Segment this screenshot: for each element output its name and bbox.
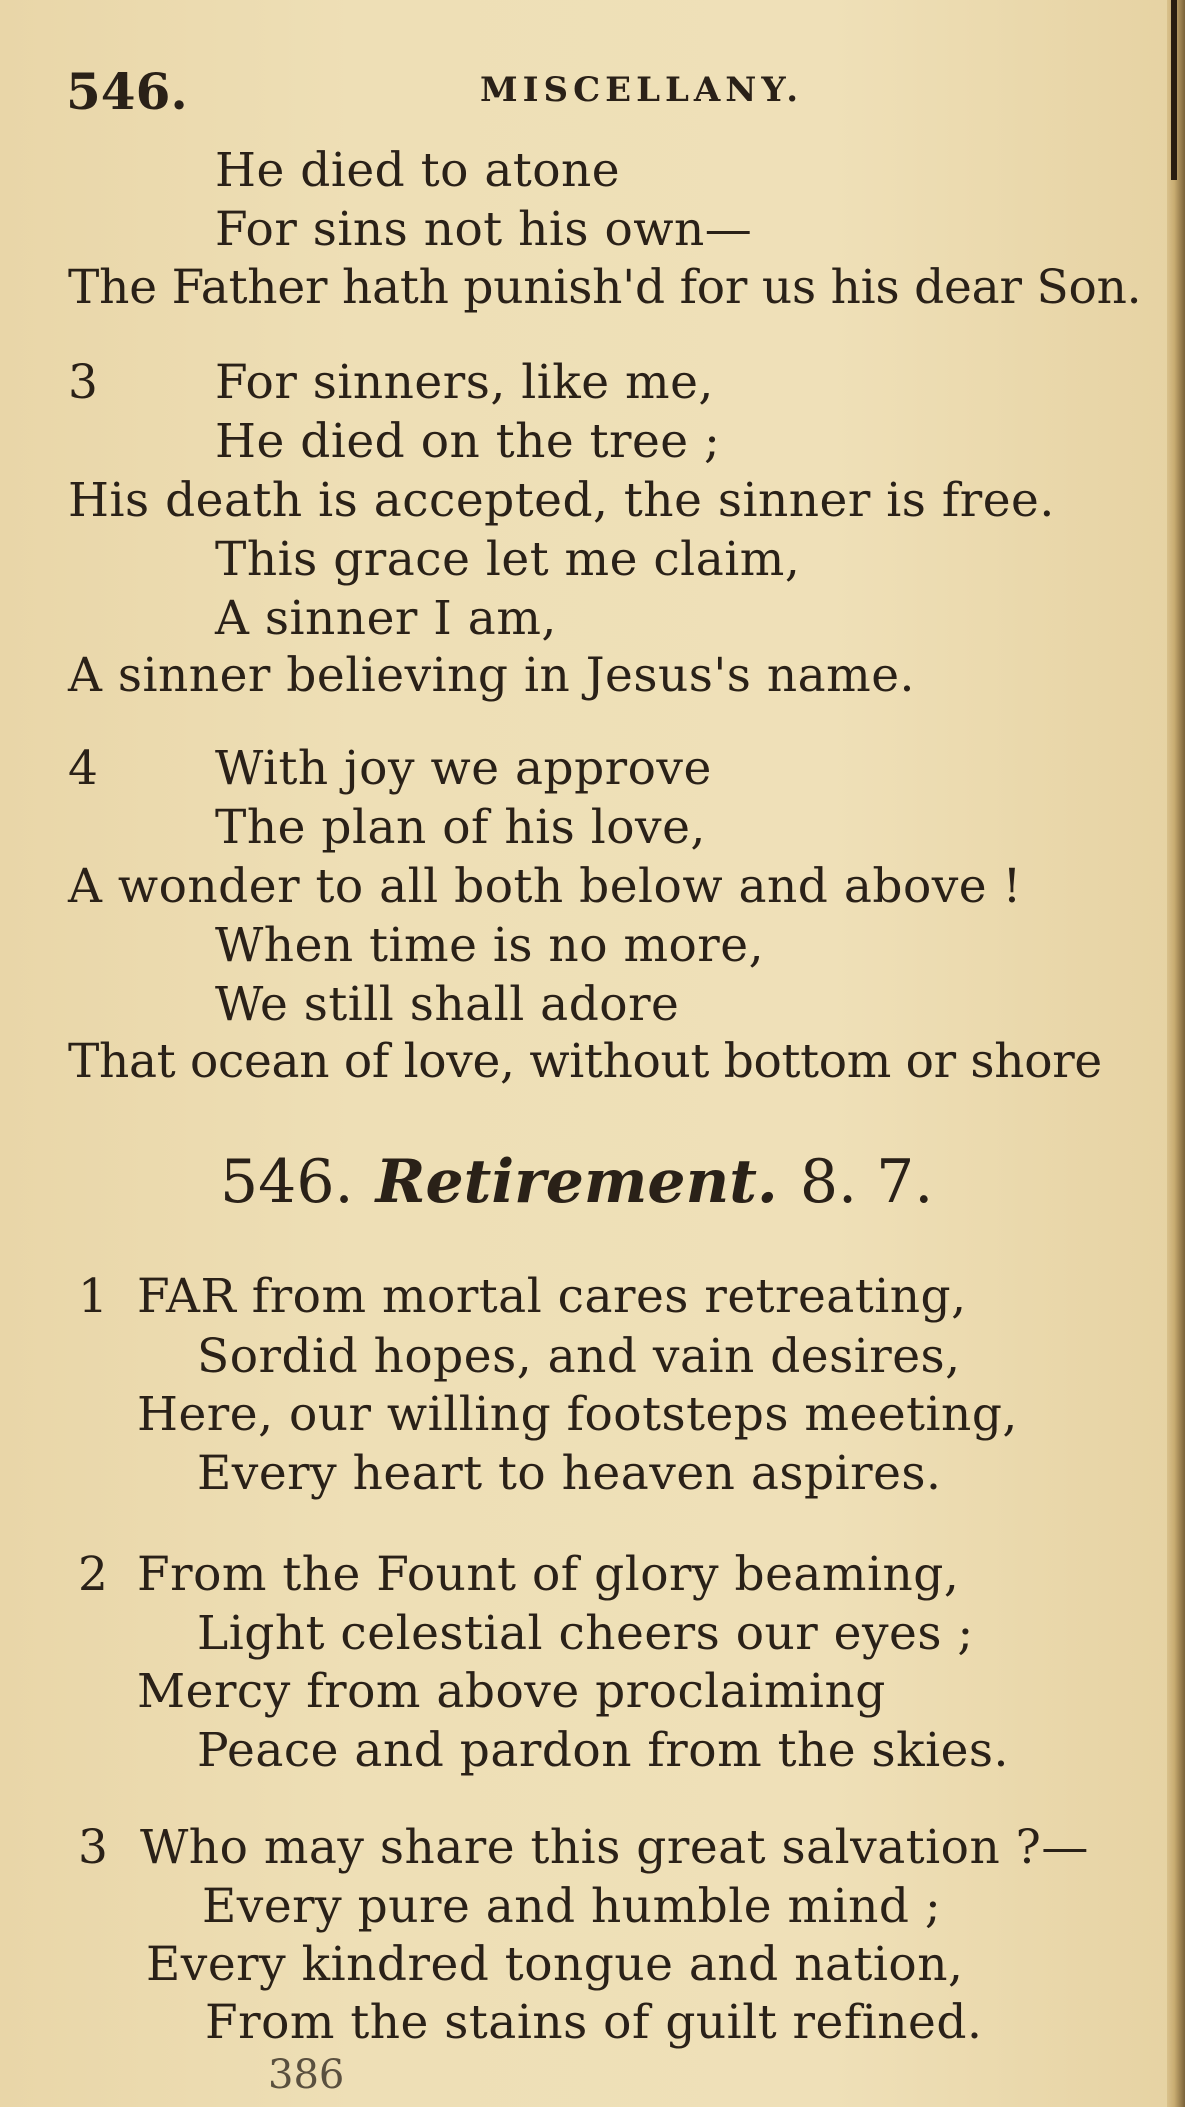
- verse-line: Mercy from above proclaiming: [137, 1664, 886, 1719]
- verse-line: That ocean of love, without bottom or shore: [68, 1034, 1102, 1089]
- verse-line: When time is no more,: [215, 918, 765, 973]
- verse-line: From the Fount of glory beaming,: [137, 1547, 960, 1602]
- running-title: MISCELLANY.: [480, 70, 804, 110]
- hymn-meter: 8. 7.: [799, 1147, 934, 1217]
- folio-number: 386: [268, 2052, 345, 2098]
- stanza-number: 1: [78, 1269, 108, 1324]
- verse-line: Every kindred tongue and nation,: [146, 1937, 964, 1992]
- verse-line: His death is accepted, the sinner is free.: [68, 473, 1055, 528]
- hymn-title: Retirement.: [375, 1147, 778, 1217]
- page-number: 546.: [66, 62, 188, 121]
- verse-line: Who may share this great salvation ?—: [140, 1820, 1089, 1875]
- verse-line: He died to atone: [215, 143, 621, 198]
- verse-line: He died on the tree ;: [215, 414, 721, 469]
- stanza-number: 3: [78, 1820, 108, 1875]
- verse-line: Every heart to heaven aspires.: [197, 1446, 942, 1501]
- verse-line: Sordid hopes, and vain desires,: [197, 1329, 961, 1384]
- hymn-heading: [220, 1147, 933, 1217]
- verse-line: Peace and pardon from the skies.: [197, 1723, 1009, 1778]
- verse-line: A wonder to all both below and above !: [68, 859, 1022, 914]
- hymn-number: 546.: [220, 1147, 354, 1217]
- verse-line: FAR from mortal cares retreating,: [137, 1269, 967, 1324]
- page-binding-shadow: [1171, 0, 1177, 180]
- verse-line: This grace let me claim,: [215, 532, 801, 587]
- verse-line: We still shall adore: [215, 977, 680, 1032]
- verse-line: From the stains of guilt refined.: [205, 1995, 983, 2050]
- verse-line: For sinners, like me,: [215, 355, 714, 410]
- verse-line: Light celestial cheers our eyes ;: [197, 1606, 974, 1661]
- stanza-number: 4: [68, 741, 98, 796]
- verse-line: The plan of his love,: [215, 800, 706, 855]
- stanza-number: 2: [78, 1547, 108, 1602]
- page-edge: [1167, 0, 1185, 2107]
- verse-line: Every pure and humble mind ;: [202, 1879, 942, 1934]
- verse-line: The Father hath punish'd for us his dear Son.: [68, 260, 1142, 315]
- verse-line: With joy we approve: [215, 741, 712, 796]
- verse-line: Here, our willing footsteps meeting,: [137, 1387, 1018, 1442]
- stanza-number: 3: [68, 355, 98, 410]
- verse-line: A sinner believing in Jesus's name.: [68, 648, 915, 703]
- verse-line: For sins not his own—: [215, 202, 753, 257]
- verse-line: A sinner I am,: [215, 591, 557, 646]
